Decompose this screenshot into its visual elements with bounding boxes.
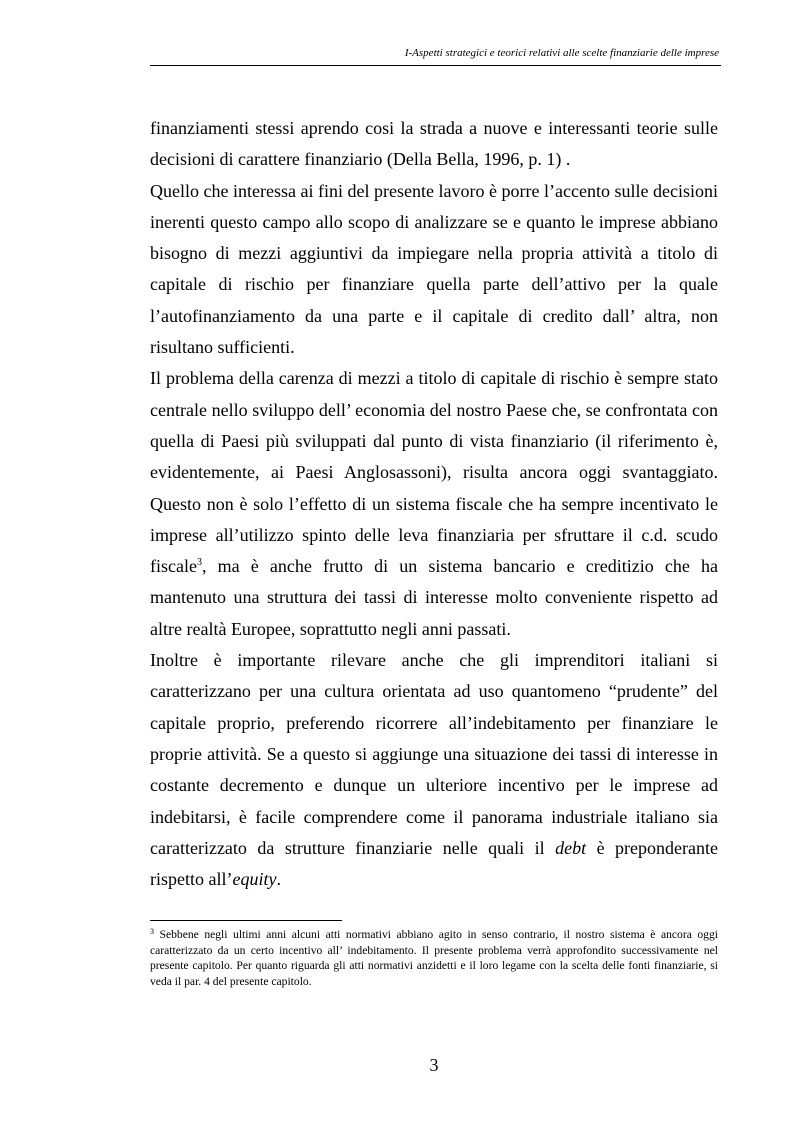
footnote	[150, 927, 718, 989]
footnote-reference: 3	[196, 557, 202, 569]
running-header: I-Aspetti strategici e teorici relativi alle scelte finanziarie delle imprese	[404, 47, 719, 59]
footnote-number: 3	[150, 927, 154, 936]
paragraph-4-text-c: .	[276, 869, 281, 890]
term-equity: equity	[232, 869, 277, 890]
paragraph-2: Quello che interessa ai fini del presente lavoro è porre l’accento sulle decisioni inerenti questo campo allo scopo di analizzare se e quanto le imprese abbiano bisogno di mezzi aggiuntivi da impiegare nella propria attività a titolo di capitale di rischio per finanziare quella parte dell’attivo per la quale l’autofinanziamento da una parte e il capitale di credito dall’ altra, non risultano sufficienti.	[150, 180, 718, 358]
paragraph-4	[150, 645, 718, 895]
paragraph-3-text-b: , ma è anche frutto di un sistema bancario e creditizio che ha mantenuto una struttura dei tassi di interesse molto conveniente rispetto ad altre realtà Europee, soprattutto negli anni passati.	[150, 556, 718, 639]
footnote-text: Sebbene negli ultimi anni alcuni atti normativi abbiano agito in senso contrario, il nostro sistema è ancora oggi caratterizzato da un certo incentivo all’ indebitamento. Il presente problema verrà approfondito successivamente nel presente capitolo. Per quanto riguarda gli atti normativi anzidetti e il loro legame con la scelta delle fonti finanziarie, si veda il par. 4 del presente capitolo.	[150, 928, 718, 988]
paragraph-1: finanziamenti stessi aprendo cosi la strada a nuove e interessanti teorie sulle decisioni di carattere finanziario (Della Bella, 1996, p. 1) .	[150, 118, 718, 170]
term-debt: debt	[555, 837, 587, 858]
header-divider	[150, 65, 721, 66]
main-text	[150, 113, 718, 895]
paragraph-4-text-b: è preponderante rispetto all’	[150, 837, 718, 890]
paragraph-4-text-a: Inoltre è importante rilevare anche che gli imprenditori italiani si caratterizzano per una cultura orientata ad uso quantomeno “prudente” del capitale proprio, preferendo ricorrere all’indebitamento per finanziare le proprie attività. Se a questo si aggiunge una situazione dei tassi di interesse in costante decremento e dunque un ulteriore incentivo per le imprese ad indebitarsi, è facile comprendere come il panorama industriale italiano sia caratterizzato da strutture finanziarie nelle quali il	[150, 650, 718, 858]
paragraph-3	[150, 363, 718, 645]
paragraph-3-text-a: Il problema della carenza di mezzi a titolo di capitale di rischio è sempre stato centrale nello sviluppo dell’ economia del nostro Paese che, se confrontata con quella di Paesi più sviluppati dal punto di vista finanziario (il riferimento è, evidentemente, ai Paesi Anglosassoni), risulta ancora oggi svantaggiato. Questo non è solo l’effetto di un sistema fiscale che ha sempre incentivato le imprese all’utilizzo spinto delle leva finanziaria per sfruttare il c.d. scudo fiscale	[150, 368, 718, 577]
footnote-divider	[150, 920, 342, 921]
page-number: 3	[429, 1055, 439, 1075]
